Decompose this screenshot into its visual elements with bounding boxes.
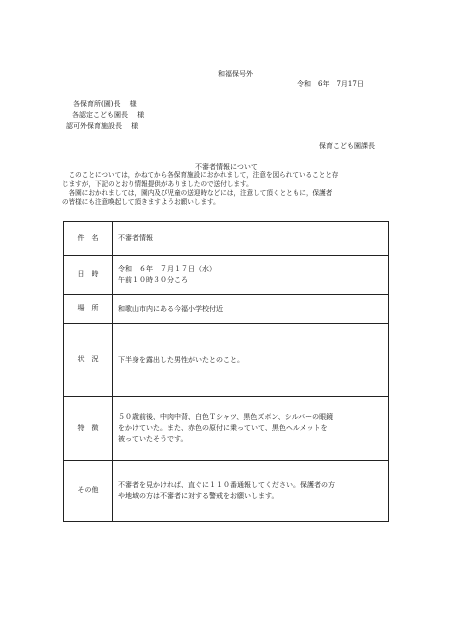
row-value-subject bbox=[113, 222, 389, 256]
row-label-subject: 件 名 bbox=[64, 222, 113, 256]
value-line: や地域の方は不審者に対する警戒をお願いします。 bbox=[118, 492, 279, 500]
value-line: 不審者を見かければ、直ぐに１１０番通報してください。保護者の方 bbox=[118, 481, 335, 490]
document-date: 令和 6年 7月17日 bbox=[297, 80, 364, 88]
addressee-line: 各認定こども園長 様 bbox=[72, 111, 145, 119]
body-paragraph-line: の皆様にも注意喚起して頂きますようお願いします。 bbox=[62, 198, 220, 206]
table-row bbox=[64, 295, 389, 324]
row-label-features: 特 徴 bbox=[64, 397, 113, 461]
value-line: をかけていた。また、赤色の原付に乗っていて、黒色ヘルメットを bbox=[118, 424, 328, 433]
row-value-location bbox=[113, 295, 389, 324]
table-row bbox=[64, 461, 389, 522]
sender-name: 保育こども園課長 bbox=[319, 142, 375, 150]
row-label-datetime: 日 時 bbox=[64, 256, 113, 295]
value-line: 下半身を露出した男性がいたとのこと。 bbox=[118, 355, 244, 364]
body-paragraph-line: このことについては，かねてから各保育施設におかれまして，注意を図られていることと存 bbox=[62, 171, 339, 179]
row-label-location: 場 所 bbox=[64, 295, 113, 324]
row-value-datetime bbox=[113, 256, 389, 295]
value-line: 午前１０時３０分ころ bbox=[118, 276, 188, 284]
table-row bbox=[64, 222, 389, 256]
row-value-features bbox=[113, 397, 389, 461]
row-label-other: その他 bbox=[64, 461, 113, 522]
table-row bbox=[64, 397, 389, 461]
value-line: 不審者情報 bbox=[118, 234, 153, 243]
addressee-line: 認可外保育施設長 様 bbox=[66, 122, 139, 130]
value-line: 被っていたそうです。 bbox=[118, 434, 188, 443]
table-row bbox=[64, 324, 389, 397]
value-line: 和歌山市内にある今福小学校付近 bbox=[118, 304, 223, 313]
row-value-other bbox=[113, 461, 389, 522]
document-number: 和福保号外 bbox=[218, 70, 253, 78]
body-paragraph-line: 各園におかれましては，園内及び児童の送迎時などには，注意して頂くとともに，保護者 bbox=[62, 189, 333, 197]
row-value-situation bbox=[113, 324, 389, 397]
value-line: 令和 ６年 ７月１７日（水） bbox=[118, 265, 216, 274]
body-paragraph-line: じますが，下記のとおり情報提供がありましたので送付します。 bbox=[62, 180, 253, 188]
addressee-line: 各保育所(園)長 様 bbox=[73, 100, 137, 108]
value-line: ５０歳前後、中肉中背、白色Ｔシャツ、黒色ズボン、シルバーの眼鏡 bbox=[118, 413, 334, 422]
row-label-situation: 状 況 bbox=[64, 324, 113, 397]
incident-info-table bbox=[63, 221, 389, 522]
document-title: 不審者情報について bbox=[195, 163, 258, 171]
table-row bbox=[64, 256, 389, 295]
